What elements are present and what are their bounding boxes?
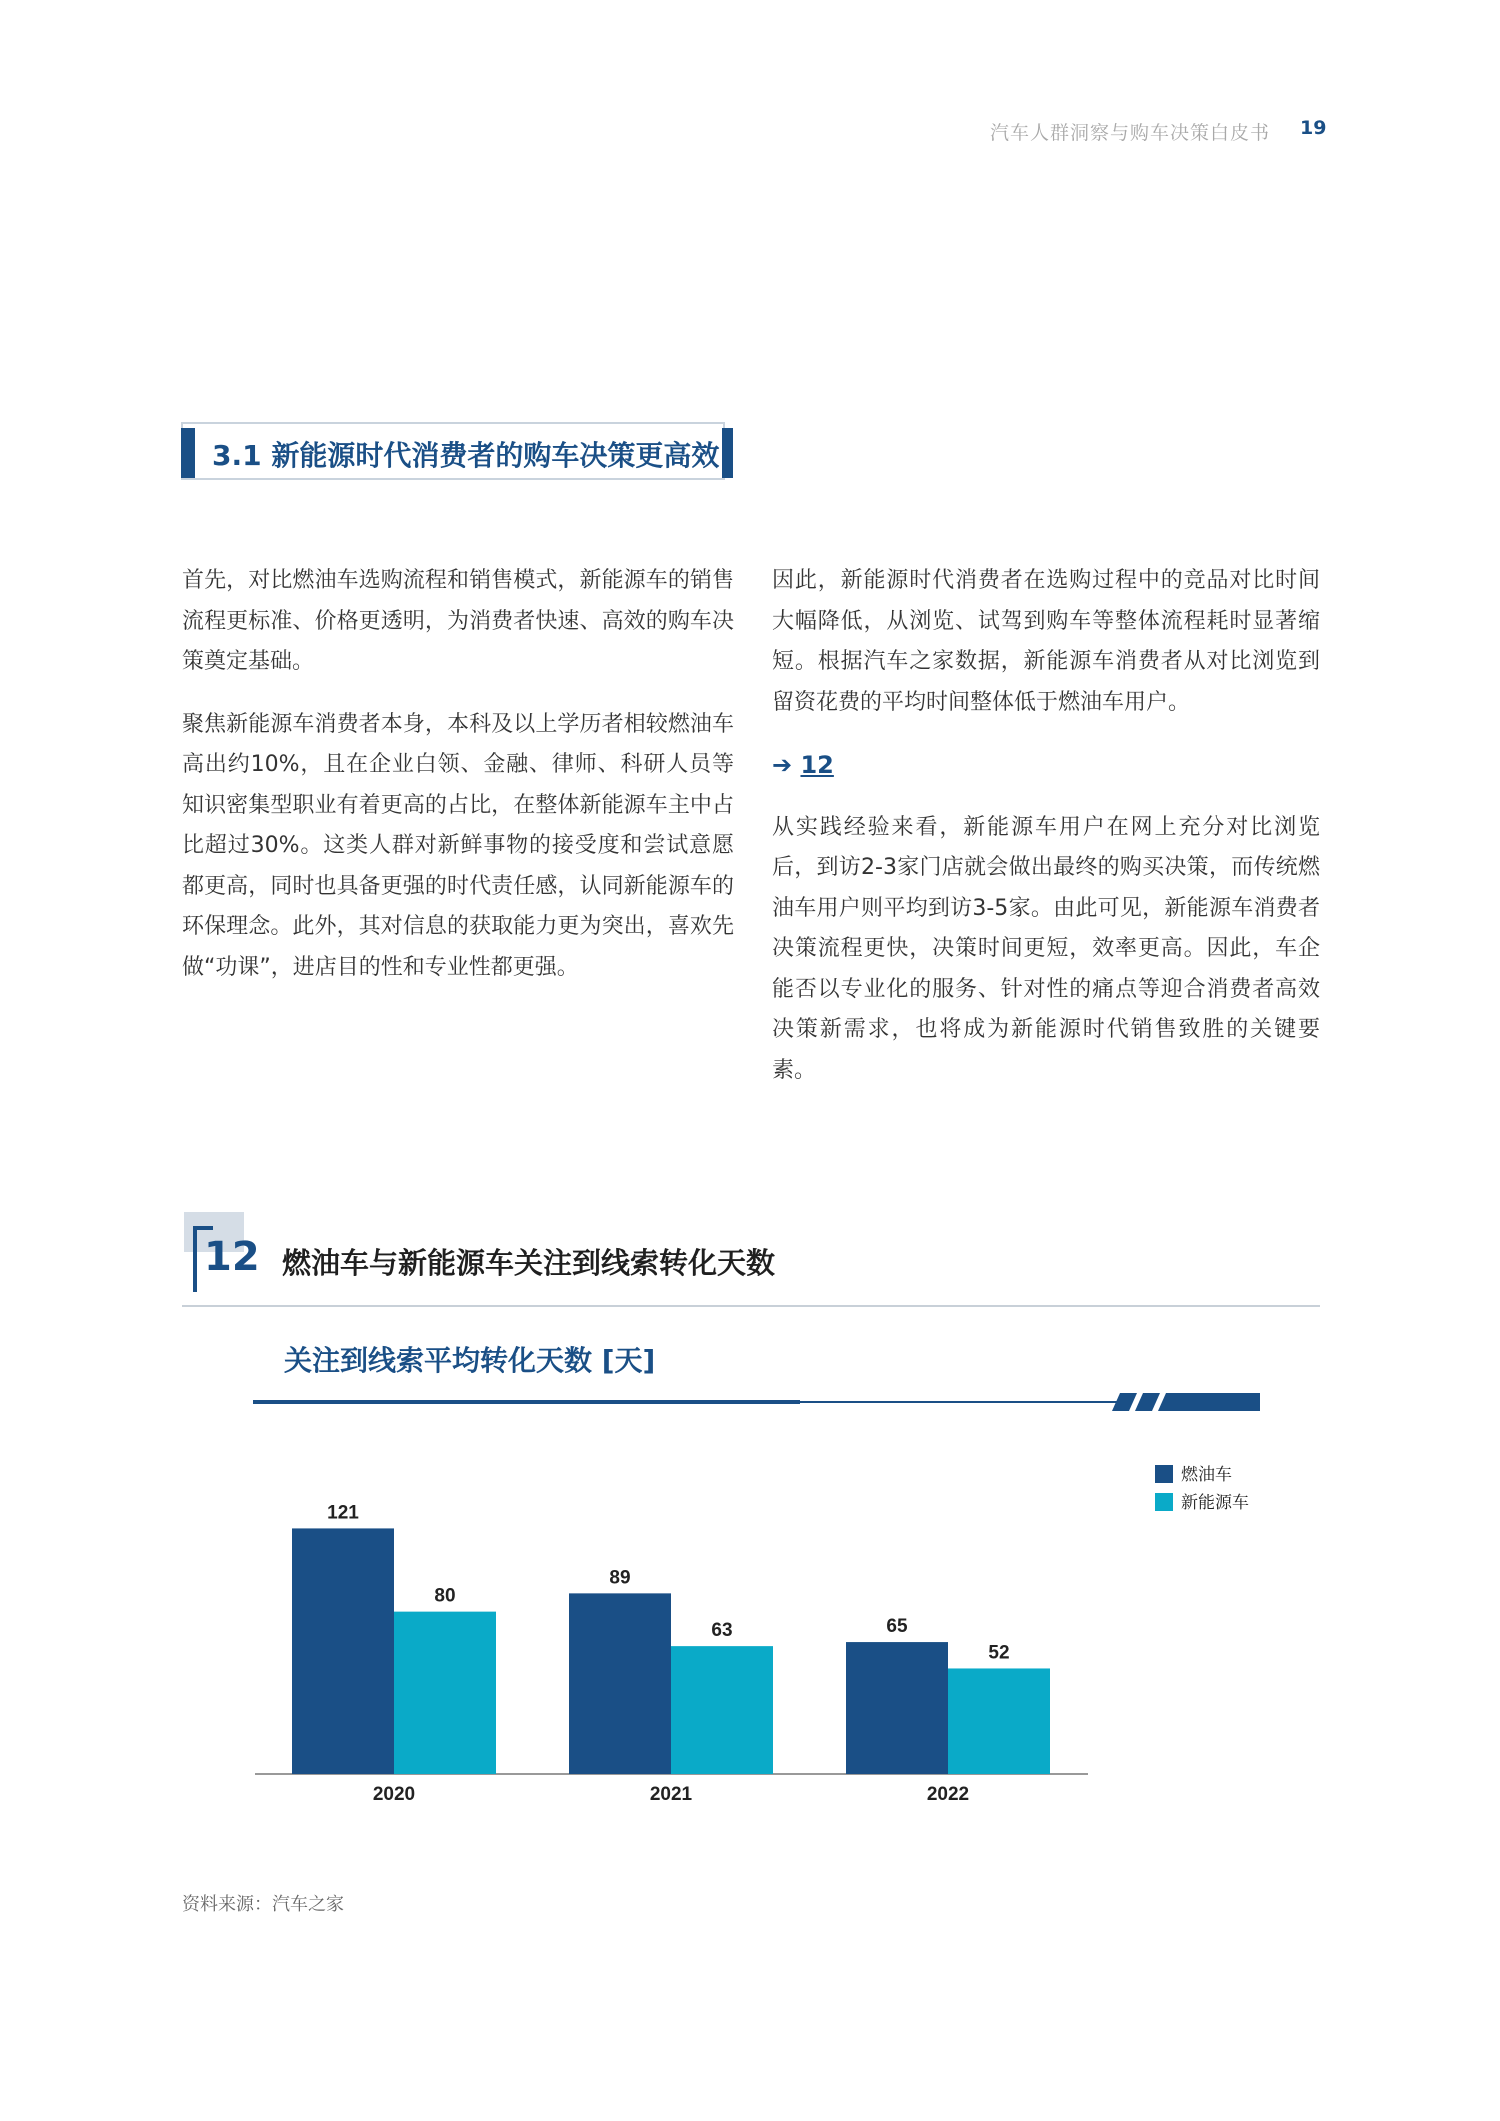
paragraph: 因此，新能源时代消费者在选购过程中的竞品对比时间大幅降低，从浏览、试驾到购车等整体流程耗时显著缩短。根据汽车之家数据，新能源车消费者从对比浏览到留资花费的平均时间整体低于燃油车用户。 bbox=[772, 568, 1320, 715]
bar bbox=[292, 1528, 394, 1774]
bar bbox=[394, 1612, 496, 1774]
section-title: 3.1 新能源时代消费者的购车决策更高效 bbox=[212, 439, 720, 472]
data-label: 65 bbox=[886, 1616, 908, 1638]
paragraph: 从实践经验来看，新能源车用户在网上充分对比浏览后，到访2-3家门店就会做出最终的购买决策，而传统燃油车用户则平均到访3-5家。由此可见，新能源车消费者决策流程更快，决策时间更短，效率更高。因此，车企能否以专业化的服务、针对性的痛点等迎合消费者高效决策新需求，也将成为新能源时代销售致胜的关键要素。 bbox=[772, 814, 1320, 1083]
bar-chart bbox=[240, 1370, 1290, 1830]
paragraph: 首先，对比燃油车选购流程和销售模式，新能源车的销售流程更标准、价格更透明，为消费者快速、高效的购车决策奠定基础。 bbox=[182, 568, 734, 674]
figure-reference-link[interactable] bbox=[772, 745, 1320, 786]
figure-number: 12 bbox=[204, 1234, 260, 1280]
chart-title-stripe bbox=[1158, 1393, 1260, 1411]
bar bbox=[948, 1668, 1050, 1774]
data-label: 63 bbox=[711, 1620, 733, 1642]
data-label: 121 bbox=[327, 1502, 359, 1524]
legend-swatch bbox=[1155, 1465, 1173, 1483]
paragraph: 聚焦新能源车消费者本身，本科及以上学历者相较燃油车高出约10%，且在企业白领、金融、律师、科研人员等知识密集型职业有着更高的占比，在整体新能源车主中占比超过30%。这类人群对新鲜事物的接受度和尝试意愿都更高，同时也具备更强的时代责任感，认同新能源车的环保理念。此外，其对信息的获取能力更为突出，喜欢先做“功课”，进店目的性和专业性都更强。 bbox=[182, 711, 734, 980]
section-title-accent-right bbox=[722, 428, 733, 478]
figure-title: 燃油车与新能源车关注到线索转化天数 bbox=[282, 1246, 776, 1280]
data-label: 80 bbox=[434, 1585, 456, 1607]
chart-title-stripe bbox=[1135, 1393, 1160, 1411]
x-tick-label: 2022 bbox=[926, 1784, 970, 1805]
bar bbox=[846, 1642, 948, 1774]
legend-label: 燃油车 bbox=[1181, 1465, 1232, 1485]
legend-swatch bbox=[1155, 1493, 1173, 1511]
bar bbox=[671, 1646, 773, 1774]
header-title: 汽车人群洞察与购车决策白皮书 bbox=[989, 122, 1270, 144]
figure-reference-number: 12 bbox=[800, 751, 834, 779]
legend-label: 新能源车 bbox=[1181, 1493, 1249, 1513]
source-note: 资料来源：汽车之家 bbox=[182, 1894, 344, 1915]
x-tick-label: 2020 bbox=[372, 1784, 416, 1805]
data-label: 89 bbox=[609, 1567, 631, 1589]
bar bbox=[569, 1593, 671, 1774]
chart-title: 关注到线索平均转化天数 [天] bbox=[284, 1344, 656, 1377]
figure-divider bbox=[182, 1305, 1320, 1307]
section-title-accent-left bbox=[181, 428, 195, 478]
x-tick-label: 2021 bbox=[649, 1784, 693, 1805]
data-label: 52 bbox=[988, 1642, 1010, 1664]
arrow-right-icon: ➔ bbox=[772, 751, 793, 779]
body-column-left bbox=[182, 561, 734, 1010]
page-number: 19 bbox=[1300, 117, 1327, 139]
body-column-right bbox=[772, 561, 1320, 1113]
